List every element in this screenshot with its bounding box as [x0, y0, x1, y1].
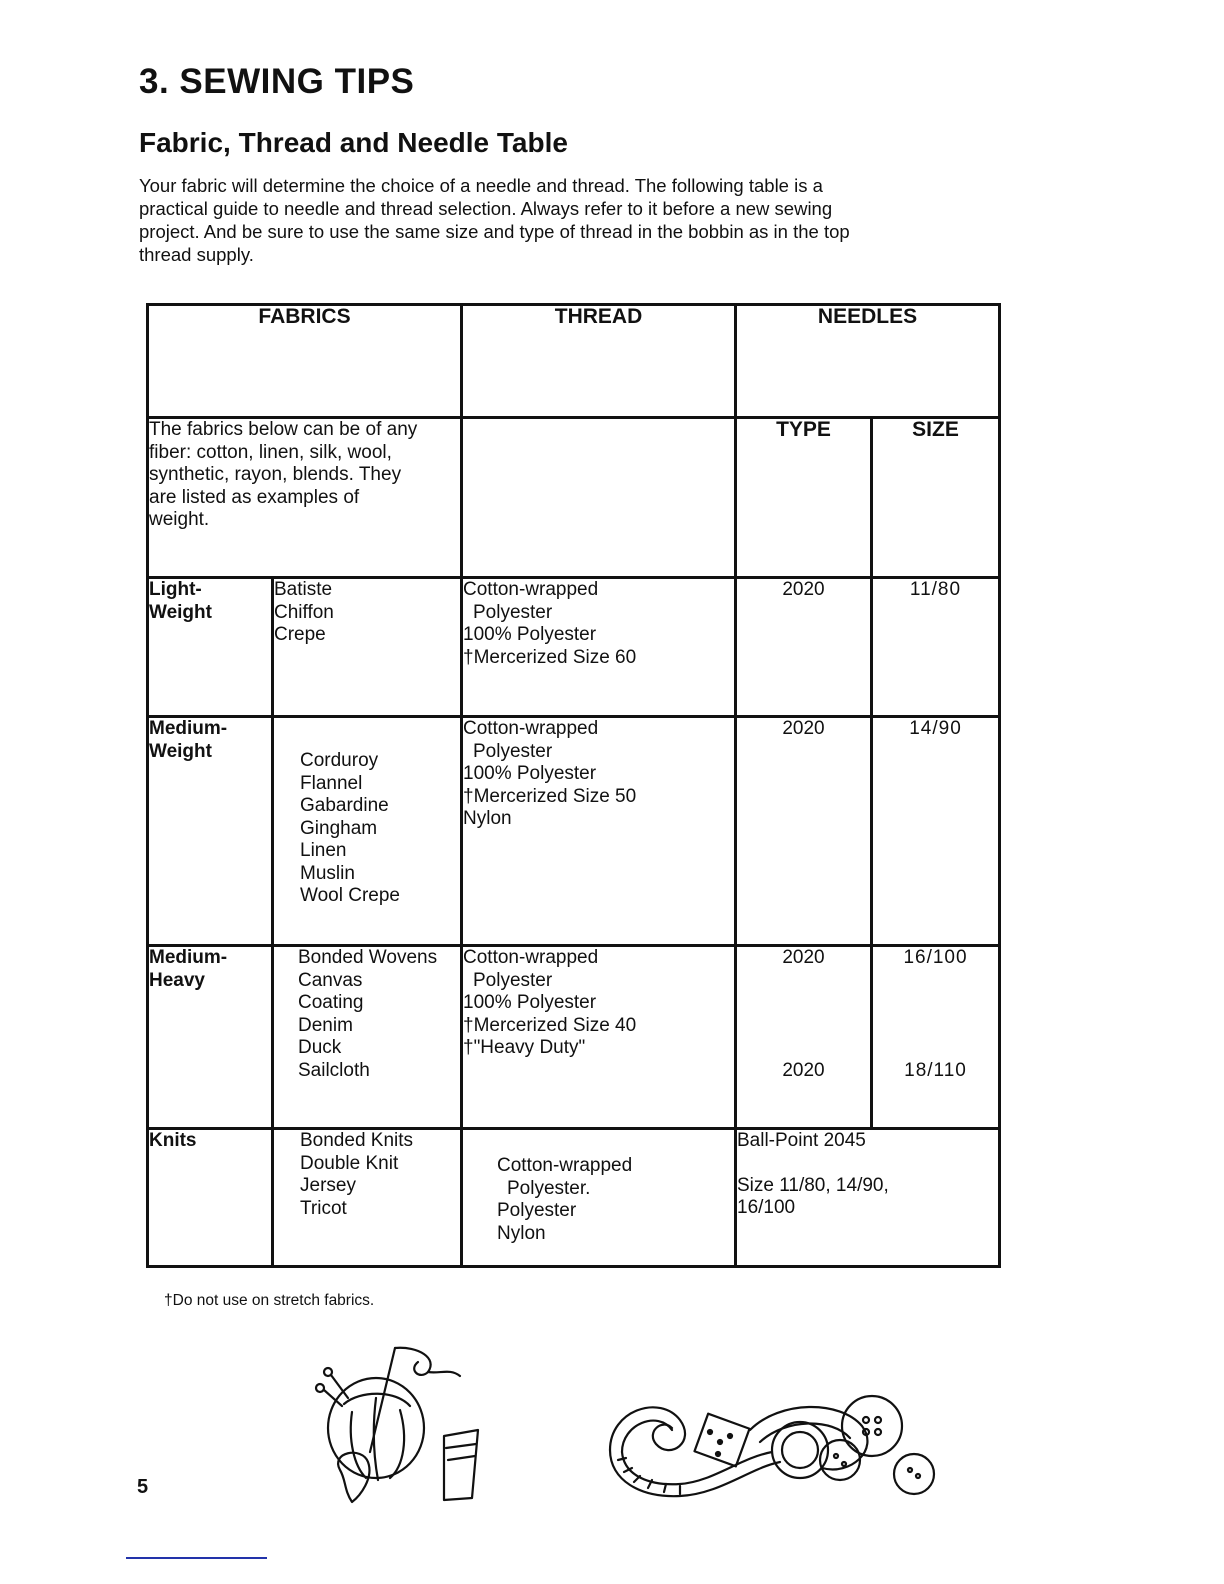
thread-item: Polyester.	[507, 1177, 591, 1199]
thread-item: Nylon	[463, 808, 512, 829]
note-line: The fabrics below can be of any	[149, 419, 418, 440]
bottom-rule	[126, 1557, 267, 1559]
thread-item: Nylon	[497, 1222, 546, 1244]
category-line: Light-	[149, 579, 202, 600]
fabric-item: Canvas	[298, 969, 363, 991]
intro-line: project. And be sure to use the same size and type of thread in the bobbin as in the top	[139, 221, 850, 242]
category-line: Heavy	[149, 969, 205, 991]
needle-type: 2020	[736, 717, 872, 946]
note-line: synthetic, rayon, blends. They	[149, 464, 402, 485]
thread-item: Cotton-wrapped	[463, 579, 599, 600]
thread-list	[462, 946, 736, 1129]
thread-item: 100% Polyester	[463, 992, 597, 1013]
thread-item: Polyester	[473, 740, 553, 762]
needle-size: 11/80	[872, 578, 1000, 717]
note-line: weight.	[149, 509, 210, 530]
thread-list	[462, 717, 736, 946]
header-size: SIZE	[872, 418, 1000, 578]
tape-measure-buttons-icon	[600, 1380, 950, 1510]
header-type: TYPE	[736, 418, 872, 578]
thread-list	[462, 578, 736, 717]
category-medium-weight	[148, 717, 273, 946]
page-title: 3. SEWING TIPS	[139, 62, 415, 101]
fabric-item: Tricot	[300, 1197, 347, 1219]
thread-item: 100% Polyester	[463, 763, 597, 784]
note-line: fiber: cotton, linen, silk, wool,	[149, 441, 392, 463]
category-line: Weight	[149, 740, 212, 762]
fabric-list	[273, 578, 462, 717]
fabric-item: Chiffon	[274, 601, 334, 623]
needle-note-line: Size 11/80, 14/90,	[737, 1174, 889, 1196]
table-row-medium-weight	[148, 717, 1000, 946]
fabric-note	[148, 418, 462, 578]
category-line: Medium-	[149, 718, 228, 739]
fabric-thread-needle-table	[146, 303, 1001, 1268]
pincushion-needle-thimble-icon	[300, 1340, 490, 1510]
thread-blank-cell	[462, 418, 736, 578]
thread-item: †"Heavy Duty"	[463, 1037, 586, 1058]
thread-list	[462, 1129, 736, 1267]
page-number: 5	[137, 1476, 149, 1498]
needle-knits-note	[736, 1129, 1000, 1267]
needle-type-cell	[736, 946, 872, 1129]
needle-type: 2020	[782, 947, 825, 968]
fabric-item: Denim	[298, 1014, 353, 1036]
category-knits	[148, 1129, 273, 1267]
note-line: are listed as examples of	[149, 486, 360, 508]
table-row-knits	[148, 1129, 1000, 1267]
fabric-item: Gabardine	[300, 795, 389, 816]
needle-type: 2020	[736, 578, 872, 717]
fabric-item: Crepe	[274, 624, 326, 645]
needle-note-line: 16/100	[737, 1197, 796, 1218]
intro-line: Your fabric will determine the choice of a needle and thread. The following table is a	[139, 175, 823, 196]
fabric-item: Corduroy	[300, 750, 379, 771]
category-light-weight	[148, 578, 273, 717]
thread-item: †Mercerized Size 40	[463, 1014, 637, 1036]
thread-item: Polyester	[473, 969, 553, 991]
footnote: †Do not use on stretch fabrics.	[164, 1292, 375, 1309]
category-line: Weight	[149, 601, 212, 623]
thread-item: Cotton-wrapped	[497, 1155, 633, 1176]
fabric-item: Bonded Wovens	[298, 947, 438, 968]
fabric-item: Muslin	[300, 862, 355, 884]
fabric-list	[273, 946, 462, 1129]
fabric-item: Wool Crepe	[300, 885, 400, 906]
fabric-item: Bonded Knits	[300, 1130, 414, 1151]
fabric-item: Jersey	[300, 1175, 356, 1196]
fabric-item: Duck	[298, 1037, 342, 1058]
header-fabrics: FABRICS	[148, 305, 462, 418]
header-needles: NEEDLES	[736, 305, 1000, 418]
thread-item: Polyester	[497, 1200, 577, 1221]
fabric-item: Linen	[300, 840, 347, 861]
fabric-item: Coating	[298, 992, 364, 1013]
intro-line: practical guide to needle and thread selection. Always refer to it before a new sewing	[139, 198, 833, 219]
needle-size: 18/110	[904, 1059, 967, 1081]
fabric-item: Batiste	[274, 579, 333, 600]
needle-note-line: Ball-Point 2045	[737, 1130, 866, 1151]
thread-item: 100% Polyester	[463, 624, 597, 645]
thread-item: Cotton-wrapped	[463, 947, 599, 968]
table-title: Fabric, Thread and Needle Table	[139, 127, 568, 158]
fabric-list	[273, 717, 462, 946]
intro-line: thread supply.	[139, 244, 254, 265]
table-row-medium-heavy	[148, 946, 1000, 1129]
fabric-item: Flannel	[300, 772, 363, 794]
thread-item: †Mercerized Size 60	[463, 646, 637, 668]
fabric-item: Gingham	[300, 817, 378, 839]
needle-size: 14/90	[872, 717, 1000, 946]
intro-paragraph	[139, 174, 929, 266]
thread-item: Polyester	[473, 601, 553, 623]
table-row-light-weight	[148, 578, 1000, 717]
thread-item: †Mercerized Size 50	[463, 785, 637, 807]
fabric-list	[273, 1129, 462, 1267]
category-line: Medium-	[149, 947, 228, 968]
needle-type: 2020	[782, 1059, 825, 1081]
category-line: Knits	[149, 1130, 197, 1151]
header-thread: THREAD	[462, 305, 736, 418]
fabric-item: Double Knit	[300, 1152, 399, 1174]
needle-size: 16/100	[903, 947, 968, 968]
fabric-item: Sailcloth	[298, 1059, 370, 1081]
thread-item: Cotton-wrapped	[463, 718, 599, 739]
needle-size-cell	[872, 946, 1000, 1129]
category-medium-heavy	[148, 946, 273, 1129]
